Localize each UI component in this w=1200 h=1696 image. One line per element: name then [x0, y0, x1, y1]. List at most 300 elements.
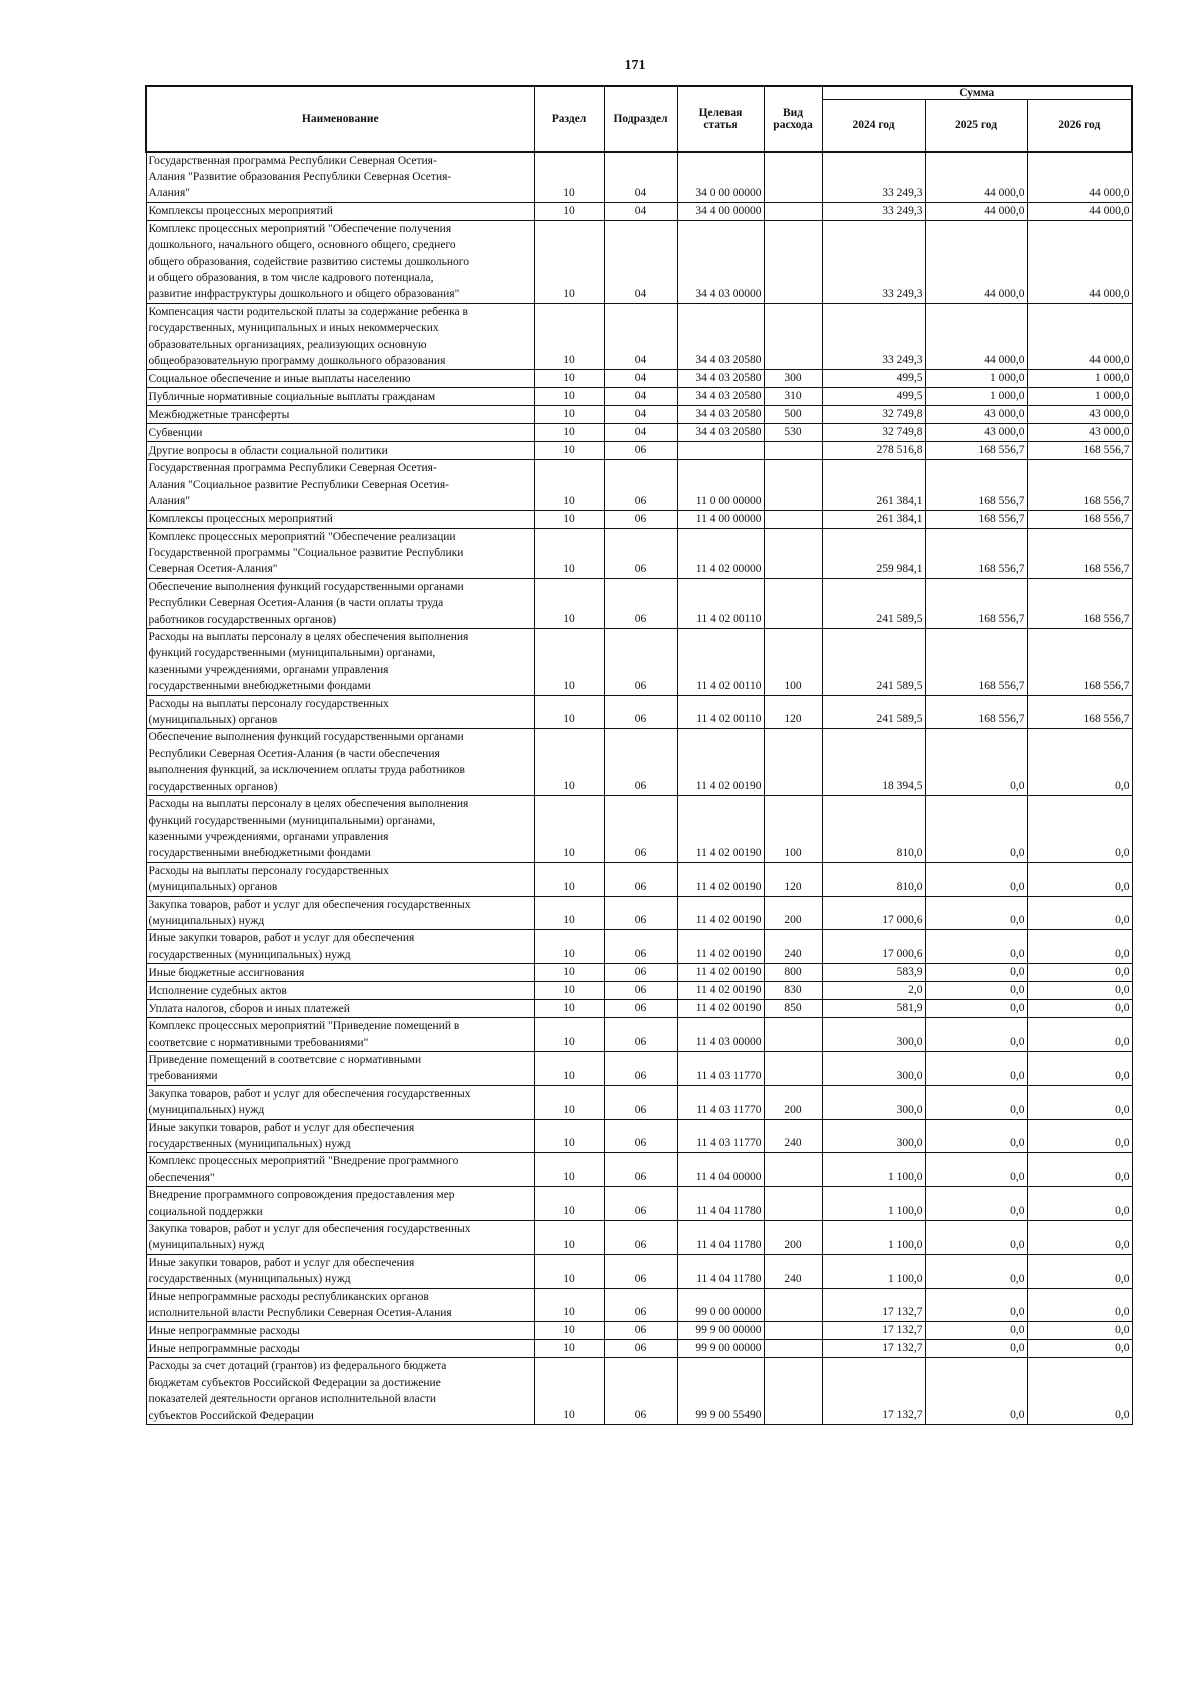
- table-row: [146, 1051, 1132, 1085]
- cell-2024: 18 394,5: [822, 729, 925, 796]
- cell-expense-type: [764, 729, 822, 796]
- cell-expense-type: [764, 1187, 822, 1221]
- cell-razdel: 10: [534, 370, 604, 388]
- cell-target-article: 34 4 03 20580: [677, 424, 764, 442]
- table-row: [146, 303, 1132, 370]
- cell-expense-type: [764, 460, 822, 510]
- cell-razdel: 10: [534, 1221, 604, 1255]
- cell-expense-type: [764, 220, 822, 303]
- cell-2024: 241 589,5: [822, 578, 925, 628]
- header-podrazdel: Подраздел: [604, 86, 677, 152]
- cell-2024: 261 384,1: [822, 510, 925, 528]
- cell-expense-type: [764, 1358, 822, 1425]
- cell-razdel: 10: [534, 1322, 604, 1340]
- cell-2026: 0,0: [1027, 1085, 1132, 1119]
- cell-target-article: 11 4 02 00190: [677, 796, 764, 863]
- cell-razdel: 10: [534, 964, 604, 982]
- cell-razdel: 10: [534, 202, 604, 220]
- table-row: [146, 442, 1132, 460]
- cell-2025: 43 000,0: [925, 424, 1027, 442]
- cell-2024: 300,0: [822, 1018, 925, 1052]
- cell-podrazdel: 06: [604, 729, 677, 796]
- cell-2025: 0,0: [925, 1288, 1027, 1322]
- cell-2026: 0,0: [1027, 796, 1132, 863]
- cell-2024: 17 132,7: [822, 1340, 925, 1358]
- cell-podrazdel: 06: [604, 629, 677, 696]
- cell-2024: 17 000,6: [822, 930, 925, 964]
- cell-expense-type: [764, 1153, 822, 1187]
- cell-target-article: 11 4 02 00110: [677, 578, 764, 628]
- cell-razdel: 10: [534, 1018, 604, 1052]
- cell-2024: 17 132,7: [822, 1288, 925, 1322]
- cell-expense-type: 240: [764, 930, 822, 964]
- cell-razdel: 10: [534, 1340, 604, 1358]
- cell-name: Расходы на выплаты персоналу в целях обеспечения выполнения функций государственными (муниципальными) органами, казенными учреждениями, органами управления государственными внебюджетными фондами: [146, 629, 534, 696]
- cell-name: Комплексы процессных мероприятий: [146, 202, 534, 220]
- table-row: [146, 1085, 1132, 1119]
- cell-target-article: 11 4 02 00190: [677, 1000, 764, 1018]
- cell-name: Иные закупки товаров, работ и услуг для обеспечения государственных (муниципальных) нужд: [146, 930, 534, 964]
- cell-2025: 0,0: [925, 1221, 1027, 1255]
- cell-razdel: 10: [534, 862, 604, 896]
- cell-2026: 0,0: [1027, 1358, 1132, 1425]
- cell-2024: 17 132,7: [822, 1358, 925, 1425]
- cell-name: Компенсация части родительской платы за содержание ребенка в государственных, муниципальных и иных некоммерческих образовательных организациях, реализующих основную общеобразовательную программу дошкольного образования: [146, 303, 534, 370]
- cell-2026: 44 000,0: [1027, 202, 1132, 220]
- cell-2026: 0,0: [1027, 1288, 1132, 1322]
- cell-2025: 0,0: [925, 862, 1027, 896]
- cell-name: Исполнение судебных актов: [146, 982, 534, 1000]
- cell-name: Иные закупки товаров, работ и услуг для обеспечения государственных (муниципальных) нужд: [146, 1254, 534, 1288]
- cell-2025: 1 000,0: [925, 388, 1027, 406]
- table-row: [146, 1221, 1132, 1255]
- cell-2024: 2,0: [822, 982, 925, 1000]
- cell-razdel: 10: [534, 388, 604, 406]
- cell-razdel: 10: [534, 796, 604, 863]
- cell-2024: 583,9: [822, 964, 925, 982]
- cell-2025: 168 556,7: [925, 578, 1027, 628]
- cell-podrazdel: 06: [604, 1288, 677, 1322]
- cell-target-article: 11 4 03 11770: [677, 1085, 764, 1119]
- cell-target-article: 99 9 00 55490: [677, 1358, 764, 1425]
- cell-2025: 0,0: [925, 1340, 1027, 1358]
- cell-target-article: 11 4 04 00000: [677, 1153, 764, 1187]
- table-body: [146, 152, 1132, 1425]
- cell-name: Приведение помещений в соответсвие с нормативными требованиями: [146, 1051, 534, 1085]
- cell-expense-type: 200: [764, 1085, 822, 1119]
- cell-2025: 0,0: [925, 1018, 1027, 1052]
- cell-2025: 44 000,0: [925, 202, 1027, 220]
- cell-podrazdel: 06: [604, 796, 677, 863]
- cell-podrazdel: 06: [604, 1221, 677, 1255]
- cell-2024: 300,0: [822, 1051, 925, 1085]
- cell-2026: 0,0: [1027, 1119, 1132, 1153]
- cell-razdel: 10: [534, 1085, 604, 1119]
- cell-2024: 300,0: [822, 1119, 925, 1153]
- cell-target-article: 99 0 00 00000: [677, 1288, 764, 1322]
- cell-2025: 0,0: [925, 1119, 1027, 1153]
- cell-name: Иные бюджетные ассигнования: [146, 964, 534, 982]
- cell-podrazdel: 04: [604, 388, 677, 406]
- table-row: [146, 1288, 1132, 1322]
- cell-name: Иные закупки товаров, работ и услуг для обеспечения государственных (муниципальных) нужд: [146, 1119, 534, 1153]
- cell-podrazdel: 06: [604, 896, 677, 930]
- cell-2025: 43 000,0: [925, 406, 1027, 424]
- cell-razdel: 10: [534, 303, 604, 370]
- cell-2025: 0,0: [925, 982, 1027, 1000]
- table-row: [146, 202, 1132, 220]
- cell-2025: 0,0: [925, 1358, 1027, 1425]
- cell-2024: 499,5: [822, 388, 925, 406]
- cell-target-article: 11 4 02 00110: [677, 629, 764, 696]
- cell-2026: 1 000,0: [1027, 388, 1132, 406]
- cell-2026: 0,0: [1027, 896, 1132, 930]
- cell-2025: 0,0: [925, 1254, 1027, 1288]
- cell-name: Внедрение программного сопровождения предоставления мер социальной поддержки: [146, 1187, 534, 1221]
- table-row: [146, 406, 1132, 424]
- cell-name: Публичные нормативные социальные выплаты гражданам: [146, 388, 534, 406]
- cell-expense-type: 800: [764, 964, 822, 982]
- cell-target-article: 11 0 00 00000: [677, 460, 764, 510]
- cell-2026: 0,0: [1027, 930, 1132, 964]
- table-row: [146, 1119, 1132, 1153]
- cell-name: Расходы на выплаты персоналу в целях обеспечения выполнения функций государственными (муниципальными) органами, казенными учреждениями, органами управления государственными внебюджетными фондами: [146, 796, 534, 863]
- cell-2026: 0,0: [1027, 729, 1132, 796]
- cell-target-article: 34 4 03 20580: [677, 388, 764, 406]
- cell-podrazdel: 06: [604, 1187, 677, 1221]
- table-row: [146, 964, 1132, 982]
- cell-name: Закупка товаров, работ и услуг для обеспечения государственных (муниципальных) нужд: [146, 896, 534, 930]
- cell-2025: 0,0: [925, 1000, 1027, 1018]
- table-row: [146, 629, 1132, 696]
- table-row: [146, 528, 1132, 578]
- cell-name: Другие вопросы в области социальной политики: [146, 442, 534, 460]
- table-row: [146, 896, 1132, 930]
- cell-2026: 0,0: [1027, 862, 1132, 896]
- cell-2026: 168 556,7: [1027, 442, 1132, 460]
- cell-2025: 0,0: [925, 796, 1027, 863]
- cell-name: Комплекс процессных мероприятий "Приведение помещений в соответсвие с нормативными требованиями": [146, 1018, 534, 1052]
- cell-2025: 0,0: [925, 729, 1027, 796]
- cell-podrazdel: 06: [604, 862, 677, 896]
- cell-2026: 44 000,0: [1027, 220, 1132, 303]
- header-name: Наименование: [146, 86, 534, 152]
- table-row: [146, 1153, 1132, 1187]
- cell-razdel: 10: [534, 1000, 604, 1018]
- cell-name: Закупка товаров, работ и услуг для обеспечения государственных (муниципальных) нужд: [146, 1085, 534, 1119]
- cell-expense-type: [764, 202, 822, 220]
- table-row: [146, 1187, 1132, 1221]
- header-razdel: Раздел: [534, 86, 604, 152]
- cell-razdel: 10: [534, 930, 604, 964]
- budget-table: [145, 85, 1133, 1425]
- cell-2025: 168 556,7: [925, 460, 1027, 510]
- cell-2024: 810,0: [822, 796, 925, 863]
- cell-2024: 32 749,8: [822, 424, 925, 442]
- cell-target-article: 34 4 03 20580: [677, 370, 764, 388]
- cell-name: Расходы за счет дотаций (грантов) из федерального бюджета бюджетам субъектов Российской Федерации за достижение показателей деятельности органов исполнительной власти субъектов Российской Федерации: [146, 1358, 534, 1425]
- cell-2025: 168 556,7: [925, 695, 1027, 729]
- cell-2024: 32 749,8: [822, 406, 925, 424]
- cell-2026: 43 000,0: [1027, 406, 1132, 424]
- cell-2026: 0,0: [1027, 982, 1132, 1000]
- cell-2024: 241 589,5: [822, 629, 925, 696]
- cell-2026: 168 556,7: [1027, 510, 1132, 528]
- cell-target-article: 11 4 02 00190: [677, 896, 764, 930]
- cell-2025: 1 000,0: [925, 370, 1027, 388]
- cell-podrazdel: 06: [604, 1153, 677, 1187]
- cell-2025: 0,0: [925, 964, 1027, 982]
- cell-razdel: 10: [534, 1288, 604, 1322]
- cell-podrazdel: 04: [604, 406, 677, 424]
- table-row: [146, 460, 1132, 510]
- cell-razdel: 10: [534, 578, 604, 628]
- cell-razdel: 10: [534, 460, 604, 510]
- cell-target-article: 99 9 00 00000: [677, 1322, 764, 1340]
- cell-name: Иные непрограммные расходы: [146, 1322, 534, 1340]
- cell-2025: 0,0: [925, 1153, 1027, 1187]
- cell-target-article: 11 4 04 11780: [677, 1187, 764, 1221]
- cell-name: Комплекс процессных мероприятий "Внедрение программного обеспечения": [146, 1153, 534, 1187]
- cell-target-article: 11 4 04 11780: [677, 1221, 764, 1255]
- cell-2024: 300,0: [822, 1085, 925, 1119]
- cell-razdel: 10: [534, 1051, 604, 1085]
- cell-razdel: 10: [534, 1358, 604, 1425]
- cell-target-article: 34 4 03 20580: [677, 303, 764, 370]
- cell-expense-type: 830: [764, 982, 822, 1000]
- cell-razdel: 10: [534, 152, 604, 203]
- cell-2024: 581,9: [822, 1000, 925, 1018]
- cell-2026: 0,0: [1027, 1322, 1132, 1340]
- cell-razdel: 10: [534, 510, 604, 528]
- cell-2026: 168 556,7: [1027, 629, 1132, 696]
- table-row: [146, 729, 1132, 796]
- table-row: [146, 1000, 1132, 1018]
- cell-expense-type: [764, 578, 822, 628]
- cell-2024: 499,5: [822, 370, 925, 388]
- cell-2025: 168 556,7: [925, 442, 1027, 460]
- cell-2025: 44 000,0: [925, 152, 1027, 203]
- cell-podrazdel: 06: [604, 578, 677, 628]
- cell-target-article: 34 4 03 20580: [677, 406, 764, 424]
- cell-2026: 43 000,0: [1027, 424, 1132, 442]
- cell-podrazdel: 06: [604, 1051, 677, 1085]
- table-row: [146, 388, 1132, 406]
- cell-expense-type: 200: [764, 896, 822, 930]
- table-row: [146, 578, 1132, 628]
- table-row: [146, 930, 1132, 964]
- cell-name: Государственная программа Республики Северная Осетия- Алания "Социальное развитие Республики Северная Осетия- Алания": [146, 460, 534, 510]
- cell-podrazdel: 06: [604, 1085, 677, 1119]
- cell-podrazdel: 06: [604, 1018, 677, 1052]
- cell-expense-type: 240: [764, 1254, 822, 1288]
- cell-expense-type: 100: [764, 629, 822, 696]
- cell-2024: 1 100,0: [822, 1221, 925, 1255]
- cell-2024: 241 589,5: [822, 695, 925, 729]
- cell-podrazdel: 06: [604, 1119, 677, 1153]
- cell-podrazdel: 04: [604, 424, 677, 442]
- cell-razdel: 10: [534, 528, 604, 578]
- cell-2024: 261 384,1: [822, 460, 925, 510]
- table-row: [146, 1340, 1132, 1358]
- cell-2025: 0,0: [925, 1322, 1027, 1340]
- cell-2024: 33 249,3: [822, 220, 925, 303]
- table-row: [146, 796, 1132, 863]
- cell-podrazdel: 06: [604, 964, 677, 982]
- table-row: [146, 982, 1132, 1000]
- cell-name: Государственная программа Республики Северная Осетия- Алания "Развитие образования Республики Северная Осетия- Алания": [146, 152, 534, 203]
- cell-expense-type: [764, 442, 822, 460]
- cell-2024: 278 516,8: [822, 442, 925, 460]
- cell-podrazdel: 06: [604, 1000, 677, 1018]
- cell-razdel: 10: [534, 896, 604, 930]
- cell-name: Иные непрограммные расходы: [146, 1340, 534, 1358]
- cell-2024: 1 100,0: [822, 1187, 925, 1221]
- table-row: [146, 370, 1132, 388]
- cell-podrazdel: 06: [604, 695, 677, 729]
- table-row: [146, 1358, 1132, 1425]
- cell-target-article: 34 4 00 00000: [677, 202, 764, 220]
- cell-target-article: 11 4 03 11770: [677, 1119, 764, 1153]
- cell-expense-type: [764, 1340, 822, 1358]
- cell-target-article: 11 4 04 11780: [677, 1254, 764, 1288]
- cell-expense-type: [764, 1322, 822, 1340]
- cell-expense-type: 850: [764, 1000, 822, 1018]
- cell-name: Комплекс процессных мероприятий "Обеспечение получения дошкольного, начального общего, основного общего, среднего общего образования, содействие развитию системы дошкольного и общего образования, в том числе кадрового потенциала, развитие инфраструктуры дошкольного и общего образования": [146, 220, 534, 303]
- cell-2025: 0,0: [925, 930, 1027, 964]
- cell-2025: 0,0: [925, 1187, 1027, 1221]
- cell-2025: 0,0: [925, 1051, 1027, 1085]
- cell-podrazdel: 06: [604, 930, 677, 964]
- cell-2025: 0,0: [925, 896, 1027, 930]
- cell-target-article: 11 4 02 00000: [677, 528, 764, 578]
- cell-target-article: 99 9 00 00000: [677, 1340, 764, 1358]
- cell-2025: 168 556,7: [925, 629, 1027, 696]
- header-sum: Сумма: [822, 86, 1132, 100]
- cell-2026: 0,0: [1027, 1153, 1132, 1187]
- cell-2024: 17 000,6: [822, 896, 925, 930]
- cell-razdel: 10: [534, 220, 604, 303]
- cell-target-article: [677, 442, 764, 460]
- cell-expense-type: 200: [764, 1221, 822, 1255]
- cell-expense-type: [764, 1018, 822, 1052]
- header-expense-type: Вид расхода: [764, 86, 822, 152]
- cell-target-article: 11 4 02 00190: [677, 982, 764, 1000]
- cell-target-article: 11 4 02 00190: [677, 930, 764, 964]
- cell-expense-type: 500: [764, 406, 822, 424]
- cell-2026: 1 000,0: [1027, 370, 1132, 388]
- cell-2025: 44 000,0: [925, 303, 1027, 370]
- cell-2026: 168 556,7: [1027, 528, 1132, 578]
- cell-name: Закупка товаров, работ и услуг для обеспечения государственных (муниципальных) нужд: [146, 1221, 534, 1255]
- table-row: [146, 1322, 1132, 1340]
- cell-podrazdel: 06: [604, 510, 677, 528]
- cell-2024: 1 100,0: [822, 1153, 925, 1187]
- cell-expense-type: 240: [764, 1119, 822, 1153]
- cell-2026: 0,0: [1027, 1340, 1132, 1358]
- table-row: [146, 220, 1132, 303]
- cell-2026: 0,0: [1027, 1187, 1132, 1221]
- cell-podrazdel: 06: [604, 1322, 677, 1340]
- header-year-2026: 2026 год: [1027, 100, 1132, 152]
- cell-2024: 33 249,3: [822, 202, 925, 220]
- cell-name: Иные непрограммные расходы республиканских органов исполнительной власти Республики Северная Осетия-Алания: [146, 1288, 534, 1322]
- cell-podrazdel: 06: [604, 1358, 677, 1425]
- cell-2026: 168 556,7: [1027, 695, 1132, 729]
- cell-name: Субвенции: [146, 424, 534, 442]
- cell-2026: 0,0: [1027, 1000, 1132, 1018]
- cell-podrazdel: 06: [604, 1340, 677, 1358]
- header-target-article: Целевая статья: [677, 86, 764, 152]
- cell-podrazdel: 04: [604, 152, 677, 203]
- cell-razdel: 10: [534, 1153, 604, 1187]
- cell-2025: 168 556,7: [925, 528, 1027, 578]
- cell-podrazdel: 06: [604, 1254, 677, 1288]
- cell-razdel: 10: [534, 695, 604, 729]
- cell-razdel: 10: [534, 406, 604, 424]
- cell-2026: 168 556,7: [1027, 460, 1132, 510]
- cell-podrazdel: 04: [604, 370, 677, 388]
- cell-2024: 259 984,1: [822, 528, 925, 578]
- cell-2025: 0,0: [925, 1085, 1027, 1119]
- cell-expense-type: [764, 1288, 822, 1322]
- cell-razdel: 10: [534, 629, 604, 696]
- cell-name: Расходы на выплаты персоналу государственных (муниципальных) органов: [146, 695, 534, 729]
- cell-razdel: 10: [534, 424, 604, 442]
- cell-target-article: 11 4 03 11770: [677, 1051, 764, 1085]
- cell-expense-type: [764, 1051, 822, 1085]
- cell-2026: 0,0: [1027, 1051, 1132, 1085]
- cell-podrazdel: 04: [604, 202, 677, 220]
- cell-name: Обеспечение выполнения функций государственными органами Республики Северная Осетия-Алания (в части обеспечения выполнения функций, за исключением оплаты труда работников государственных органов): [146, 729, 534, 796]
- cell-name: Социальное обеспечение и иные выплаты населению: [146, 370, 534, 388]
- cell-name: Межбюджетные трансферты: [146, 406, 534, 424]
- cell-target-article: 11 4 00 00000: [677, 510, 764, 528]
- cell-podrazdel: 06: [604, 528, 677, 578]
- cell-2025: 44 000,0: [925, 220, 1027, 303]
- cell-2025: 168 556,7: [925, 510, 1027, 528]
- cell-2026: 0,0: [1027, 964, 1132, 982]
- cell-name: Обеспечение выполнения функций государственными органами Республики Северная Осетия-Алания (в части оплаты труда работников государственных органов): [146, 578, 534, 628]
- table-row: [146, 510, 1132, 528]
- cell-target-article: 34 0 00 00000: [677, 152, 764, 203]
- cell-2026: 0,0: [1027, 1254, 1132, 1288]
- cell-razdel: 10: [534, 729, 604, 796]
- cell-target-article: 11 4 02 00190: [677, 964, 764, 982]
- cell-expense-type: 530: [764, 424, 822, 442]
- cell-podrazdel: 04: [604, 220, 677, 303]
- table-row: [146, 695, 1132, 729]
- header-year-2024: 2024 год: [822, 100, 925, 152]
- cell-expense-type: 120: [764, 862, 822, 896]
- cell-razdel: 10: [534, 1254, 604, 1288]
- cell-name: Уплата налогов, сборов и иных платежей: [146, 1000, 534, 1018]
- table-row: [146, 862, 1132, 896]
- cell-target-article: 11 4 02 00110: [677, 695, 764, 729]
- cell-podrazdel: 06: [604, 442, 677, 460]
- cell-2026: 44 000,0: [1027, 303, 1132, 370]
- cell-target-article: 11 4 02 00190: [677, 862, 764, 896]
- cell-podrazdel: 04: [604, 303, 677, 370]
- cell-expense-type: [764, 152, 822, 203]
- cell-expense-type: 300: [764, 370, 822, 388]
- cell-name: Расходы на выплаты персоналу государственных (муниципальных) органов: [146, 862, 534, 896]
- cell-podrazdel: 06: [604, 982, 677, 1000]
- header-year-2025: 2025 год: [925, 100, 1027, 152]
- cell-2024: 33 249,3: [822, 303, 925, 370]
- cell-expense-type: [764, 528, 822, 578]
- cell-target-article: 11 4 02 00190: [677, 729, 764, 796]
